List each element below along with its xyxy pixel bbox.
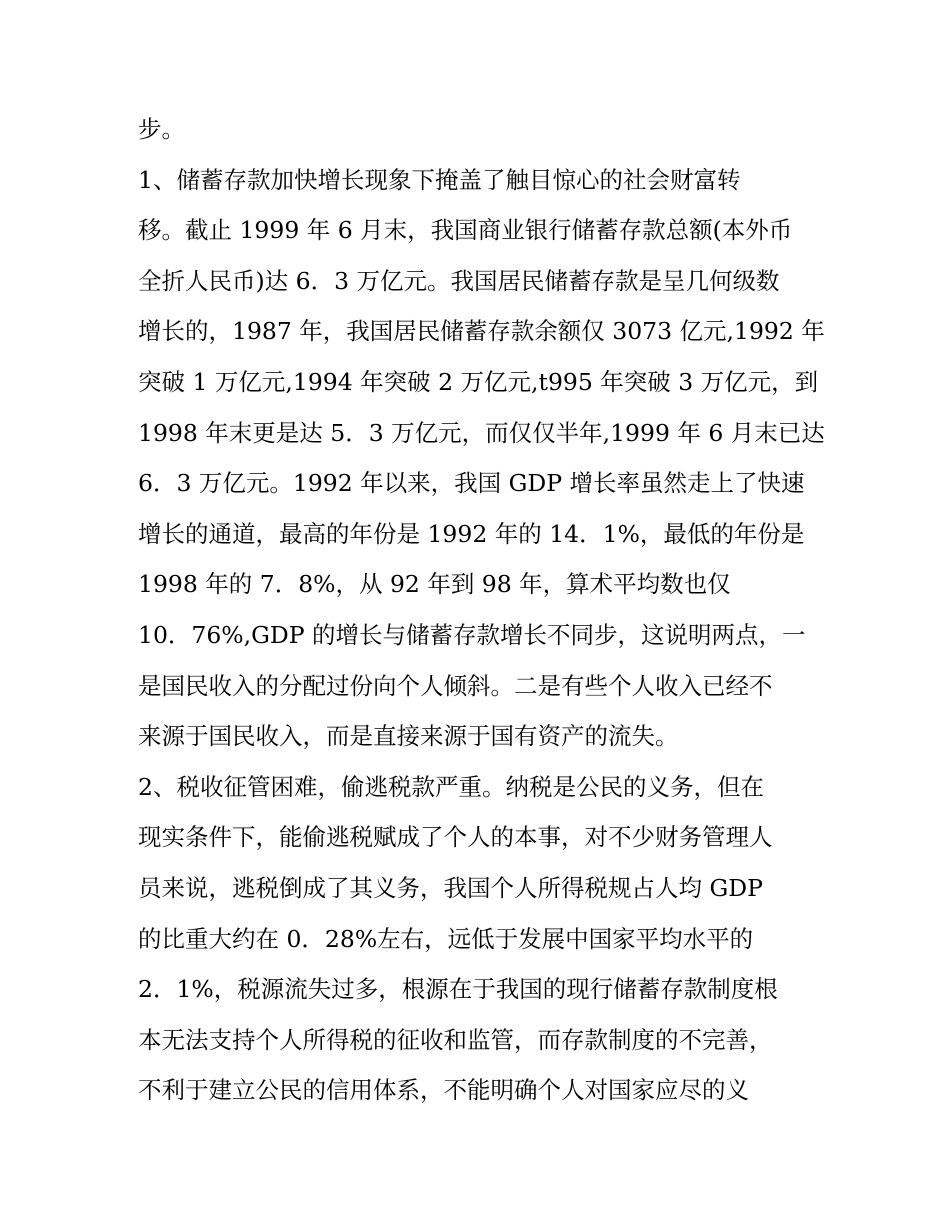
text-line: 2、税收征管困难，偷逃税款严重。纳税是公民的义务，但在 (138, 772, 764, 801)
text-line: 来源于国民收入，而是直接来源于国有资产的流失。 (138, 722, 679, 751)
text-line: 现实条件下，能偷逃税赋成了个人的本事，对不少财务管理人 (138, 823, 773, 852)
text-line: 的比重大约在 0．28%左右，远低于发展中国家平均水平的 (138, 924, 754, 953)
text-line: 1998 年末更是达 5．3 万亿元，而仅仅半年,1999 年 6 月末已达 (138, 418, 825, 447)
text-line: 突破 1 万亿元,1994 年突破 2 万亿元,t995 年突破 3 万亿元，到 (138, 367, 819, 396)
text-line: 不利于建立公民的信用体系，不能明确个人对国家应尽的义 (138, 1076, 749, 1105)
text-line: 本无法支持个人所得税的征收和监管，而存款制度的不完善， (138, 1025, 773, 1054)
text-line: 步。 (138, 115, 185, 143)
text-line: 员来说，逃税倒成了其义务，我国个人所得税规占人均 GDP (138, 873, 763, 902)
text-line: 1998 年的 7．8%，从 92 年到 98 年，算术平均数也仅 (138, 570, 731, 599)
text-line: 1、储蓄存款加快增长现象下掩盖了触目惊心的社会财富转 (138, 165, 741, 194)
text-line: 2．1%，税源流失过多，根源在于我国的现行储蓄存款制度根 (138, 975, 778, 1004)
text-line: 10．76%,GDP 的增长与储蓄存款增长不同步，这说明两点，一 (138, 620, 806, 649)
text-line: 全折人民币)达 6．3 万亿元。我国居民储蓄存款是呈几何级数 (138, 266, 780, 295)
text-line: 移。截止 1999 年 6 月末，我国商业银行储蓄存款总额(本外币 (138, 216, 793, 245)
text-line: 增长的通道，最高的年份是 1992 年的 14．1%，最低的年份是 (138, 519, 805, 548)
text-line: 增长的，1987 年，我国居民储蓄存款余额仅 3073 亿元,1992 年 (138, 317, 825, 346)
text-line: 6．3 万亿元。1992 年以来，我国 GDP 增长率虽然走上了快速 (138, 469, 805, 498)
body-text (138, 104, 828, 1116)
text-line: 是国民收入的分配过份向个人倾斜。二是有些个人收入已经不 (138, 671, 773, 700)
